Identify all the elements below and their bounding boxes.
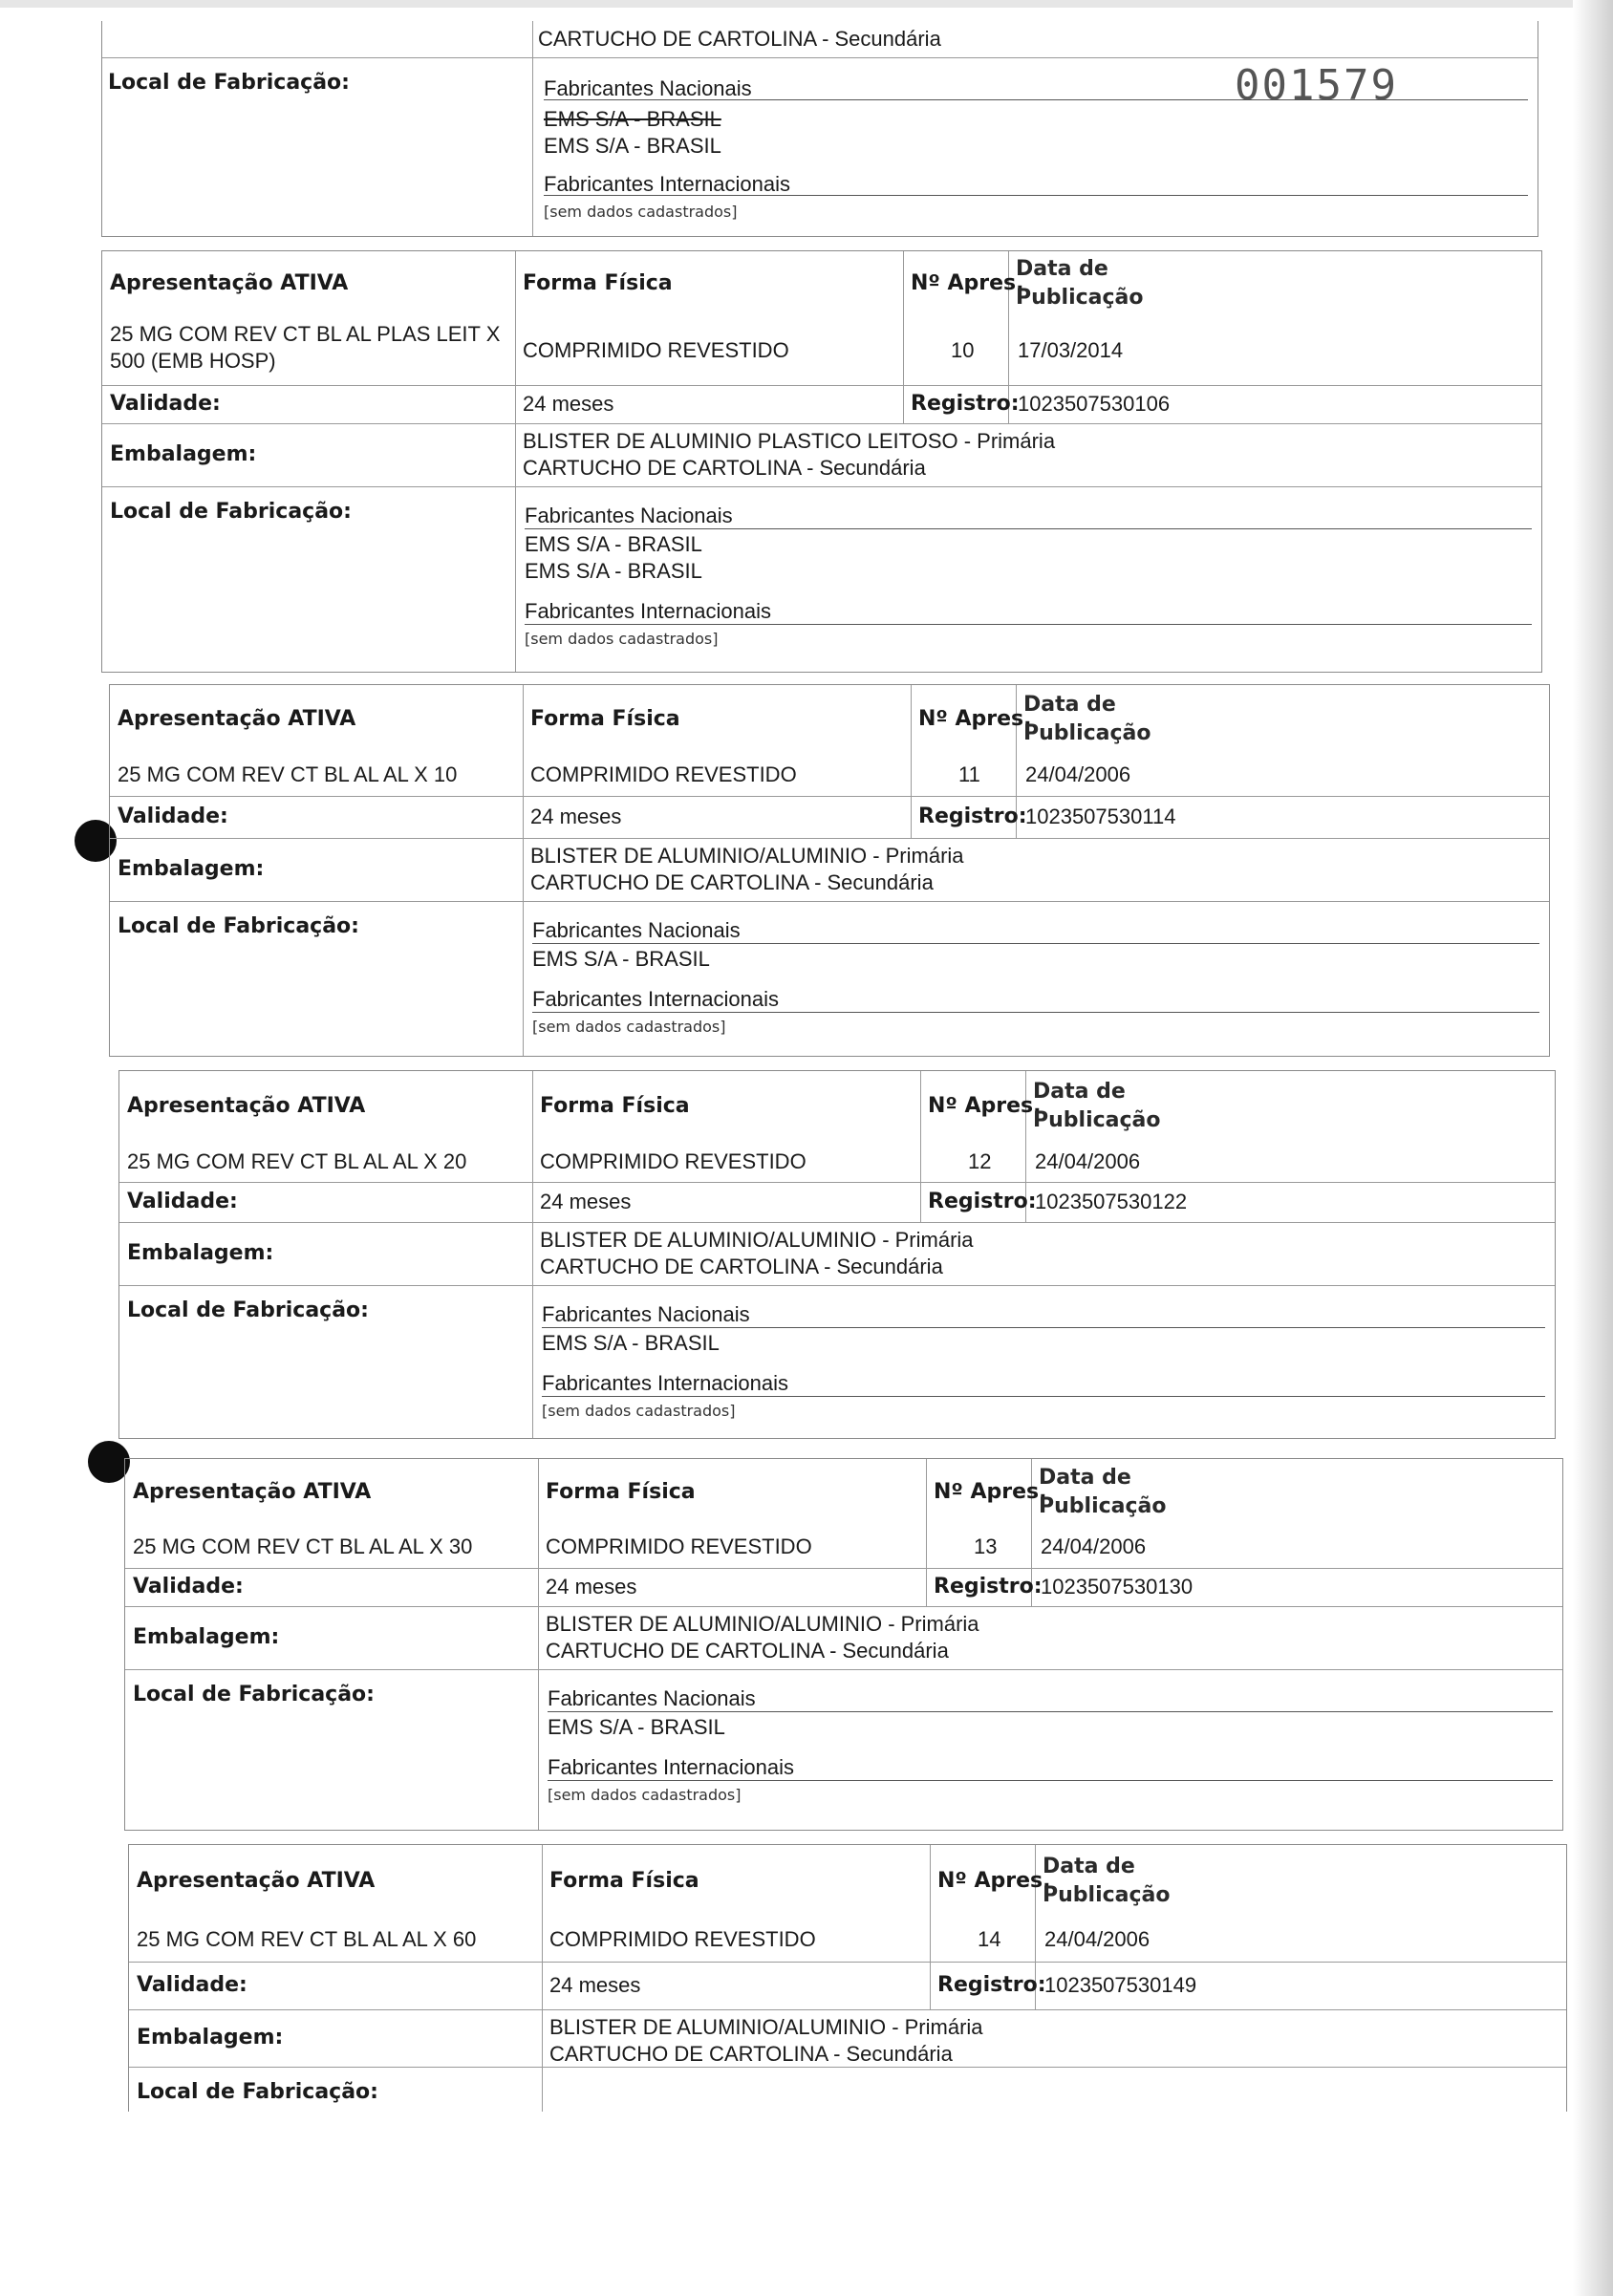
column-divider bbox=[903, 251, 904, 423]
embalagem-label: Embalagem: bbox=[137, 2026, 284, 2049]
n-apres-value: 12 bbox=[968, 1149, 992, 1173]
nacionais-value-2: EMS S/A - BRASIL bbox=[525, 559, 702, 583]
underline bbox=[548, 1711, 1553, 1712]
presentation-block bbox=[109, 684, 1550, 1057]
header-n-apres: Nº Apres. bbox=[911, 271, 1024, 295]
registro-value: 1023507530114 bbox=[1025, 805, 1176, 828]
n-apres-value: 11 bbox=[958, 762, 980, 786]
fabricantes-nacionais-label: Fabricantes Nacionais bbox=[525, 504, 733, 527]
internacionais-value: [sem dados cadastrados] bbox=[542, 1402, 736, 1420]
row-divider bbox=[110, 901, 1549, 902]
fabricantes-internacionais-label: Fabricantes Internacionais bbox=[525, 599, 772, 623]
local-fabricacao-label: Local de Fabricação: bbox=[118, 914, 359, 938]
underline bbox=[542, 1327, 1545, 1328]
n-apres-value: 14 bbox=[978, 1927, 1001, 1951]
forma-fisica-value: COMPRIMIDO REVESTIDO bbox=[540, 1149, 806, 1173]
embalagem-secundaria: CARTUCHO DE CARTOLINA - Secundária bbox=[530, 870, 934, 894]
header-data-de: Data de bbox=[1043, 1855, 1135, 1878]
fabricantes-nacionais-label: Fabricantes Nacionais bbox=[544, 76, 752, 100]
registro-value: 1023507530122 bbox=[1035, 1190, 1188, 1213]
validade-value: 24 meses bbox=[540, 1190, 632, 1213]
nacionais-struck: EMS S/A - BRASIL bbox=[544, 107, 721, 131]
apresentacao-value-2: 500 (EMB HOSP) bbox=[110, 349, 276, 373]
embalagem-primaria: BLISTER DE ALUMINIO/ALUMINIO - Primária bbox=[549, 2015, 983, 2039]
header-publicacao: Publicação bbox=[1023, 721, 1151, 745]
column-divider bbox=[532, 1071, 533, 1438]
row-divider bbox=[119, 1222, 1555, 1223]
column-divider bbox=[515, 251, 516, 672]
fabricantes-internacionais-label: Fabricantes Internacionais bbox=[548, 1755, 795, 1779]
header-forma-fisica: Forma Física bbox=[523, 271, 673, 295]
fabricantes-internacionais-label: Fabricantes Internacionais bbox=[542, 1371, 789, 1395]
header-apresentacao: Apresentação ATIVA bbox=[133, 1480, 372, 1504]
header-publicacao: Publicação bbox=[1016, 286, 1144, 310]
embalagem-secundaria: CARTUCHO DE CARTOLINA - Secundária bbox=[540, 1255, 943, 1278]
data-publicacao-value: 24/04/2006 bbox=[1035, 1149, 1141, 1173]
underline bbox=[542, 1396, 1545, 1397]
embalagem-secundaria: CARTUCHO DE CARTOLINA - Secundária bbox=[549, 2042, 953, 2066]
validade-label: Validade: bbox=[110, 392, 221, 416]
embalagem-label: Embalagem: bbox=[110, 442, 257, 466]
header-publicacao: Publicação bbox=[1033, 1108, 1161, 1132]
row-divider bbox=[129, 1962, 1566, 1963]
row-divider bbox=[102, 423, 1541, 424]
registro-label: Registro: bbox=[937, 1973, 1046, 1997]
data-publicacao-value: 24/04/2006 bbox=[1044, 1927, 1151, 1951]
validade-value: 24 meses bbox=[549, 1973, 641, 1997]
local-fabricacao-label: Local de Fabricação: bbox=[127, 1298, 369, 1322]
column-divider bbox=[926, 1459, 927, 1606]
nacionais-value: EMS S/A - BRASIL bbox=[542, 1331, 720, 1355]
embalagem-label: Embalagem: bbox=[118, 857, 265, 881]
underline bbox=[525, 528, 1532, 529]
row-divider bbox=[102, 486, 1541, 487]
row-divider bbox=[102, 385, 1541, 386]
row-divider bbox=[119, 1182, 1555, 1183]
scan-top-edge bbox=[0, 0, 1613, 8]
header-apresentacao: Apresentação ATIVA bbox=[127, 1094, 366, 1118]
column-divider bbox=[911, 685, 912, 838]
row-divider bbox=[125, 1669, 1562, 1670]
n-apres-value: 13 bbox=[974, 1534, 998, 1558]
embalagem-primaria: BLISTER DE ALUMINIO/ALUMINIO - Primária bbox=[546, 1612, 979, 1636]
column-divider bbox=[920, 1071, 921, 1222]
validade-value: 24 meses bbox=[530, 805, 622, 828]
fabricantes-internacionais-label: Fabricantes Internacionais bbox=[532, 987, 780, 1011]
fabricantes-nacionais-label: Fabricantes Nacionais bbox=[548, 1686, 756, 1710]
validade-label: Validade: bbox=[127, 1190, 238, 1213]
header-publicacao: Publicação bbox=[1043, 1883, 1171, 1907]
header-data-de: Data de bbox=[1016, 257, 1108, 281]
presentation-block bbox=[118, 1070, 1556, 1439]
forma-fisica-value: COMPRIMIDO REVESTIDO bbox=[549, 1927, 816, 1951]
registro-value: 1023507530106 bbox=[1018, 392, 1171, 416]
column-divider bbox=[542, 1845, 543, 2112]
row-divider bbox=[119, 1285, 1555, 1286]
header-data-de: Data de bbox=[1039, 1466, 1131, 1490]
page-number-stamp: 001579 bbox=[1235, 61, 1398, 110]
nacionais-value: EMS S/A - BRASIL bbox=[544, 134, 721, 158]
local-label: Local de Fabricação: bbox=[108, 71, 350, 95]
header-n-apres: Nº Apres. bbox=[934, 1480, 1047, 1504]
column-divider bbox=[538, 1459, 539, 1830]
fabricantes-internacionais-label: Fabricantes Internacionais bbox=[544, 172, 791, 196]
embalagem-primaria: BLISTER DE ALUMINIO/ALUMINIO - Primária bbox=[530, 844, 964, 868]
registro-label: Registro: bbox=[918, 805, 1027, 828]
registro-label: Registro: bbox=[928, 1190, 1037, 1213]
apresentacao-value: 25 MG COM REV CT BL AL AL X 60 bbox=[137, 1927, 477, 1951]
apresentacao-value: 25 MG COM REV CT BL AL PLAS LEIT X bbox=[110, 322, 501, 346]
header-n-apres: Nº Apres. bbox=[918, 707, 1032, 731]
row-divider bbox=[110, 838, 1549, 839]
nacionais-value: EMS S/A - BRASIL bbox=[532, 947, 710, 971]
underline bbox=[548, 1780, 1553, 1781]
embalagem-primaria: BLISTER DE ALUMINIO PLASTICO LEITOSO - Primária bbox=[523, 429, 1056, 453]
header-n-apres: Nº Apres. bbox=[937, 1869, 1051, 1893]
header-apresentacao: Apresentação ATIVA bbox=[110, 271, 349, 295]
top-partial-block bbox=[101, 21, 1538, 237]
embalagem-secundaria: CARTUCHO DE CARTOLINA - Secundária bbox=[523, 456, 926, 480]
data-publicacao-value: 17/03/2014 bbox=[1018, 338, 1124, 362]
fabricantes-nacionais-label: Fabricantes Nacionais bbox=[532, 918, 741, 942]
nacionais-value: EMS S/A - BRASIL bbox=[548, 1715, 725, 1739]
column-divider bbox=[523, 685, 524, 1056]
header-forma-fisica: Forma Física bbox=[530, 707, 680, 731]
nacionais-value: EMS S/A - BRASIL bbox=[525, 532, 702, 556]
validade-label: Validade: bbox=[118, 805, 228, 828]
embalagem-label: Embalagem: bbox=[133, 1625, 280, 1649]
header-n-apres: Nº Apres. bbox=[928, 1094, 1042, 1118]
apresentacao-value: 25 MG COM REV CT BL AL AL X 30 bbox=[133, 1534, 473, 1558]
header-data-de: Data de bbox=[1023, 693, 1116, 717]
forma-fisica-value: COMPRIMIDO REVESTIDO bbox=[546, 1534, 812, 1558]
embalagem-secundaria: CARTUCHO DE CARTOLINA - Secundária bbox=[546, 1639, 949, 1663]
underline bbox=[532, 1012, 1539, 1013]
presentation-block bbox=[124, 1458, 1563, 1831]
header-apresentacao: Apresentação ATIVA bbox=[118, 707, 356, 731]
embalagem-primaria: BLISTER DE ALUMINIO/ALUMINIO - Primária bbox=[540, 1228, 974, 1252]
registro-value: 1023507530130 bbox=[1041, 1575, 1194, 1599]
underline bbox=[532, 943, 1539, 944]
embalagem-tail: CARTUCHO DE CARTOLINA - Secundária bbox=[538, 27, 941, 51]
row-divider bbox=[129, 2009, 1566, 2010]
registro-value: 1023507530149 bbox=[1044, 1973, 1197, 1997]
row-divider bbox=[125, 1568, 1562, 1569]
data-publicacao-value: 24/04/2006 bbox=[1041, 1534, 1147, 1558]
header-forma-fisica: Forma Física bbox=[549, 1869, 699, 1893]
header-forma-fisica: Forma Física bbox=[546, 1480, 696, 1504]
n-apres-value: 10 bbox=[951, 338, 975, 362]
internacionais-value: [sem dados cadastrados] bbox=[532, 1018, 726, 1036]
fabricantes-nacionais-label: Fabricantes Nacionais bbox=[542, 1302, 750, 1326]
data-publicacao-value: 24/04/2006 bbox=[1025, 762, 1131, 786]
header-apresentacao: Apresentação ATIVA bbox=[137, 1869, 376, 1893]
scan-right-edge bbox=[1573, 0, 1613, 2296]
header-data-de: Data de bbox=[1033, 1080, 1126, 1104]
embalagem-label: Embalagem: bbox=[127, 1241, 274, 1265]
apresentacao-value: 25 MG COM REV CT BL AL AL X 20 bbox=[127, 1149, 467, 1173]
row-divider bbox=[110, 796, 1549, 797]
local-fabricacao-label: Local de Fabricação: bbox=[110, 500, 352, 524]
local-fabricacao-label: Local de Fabricação: bbox=[133, 1683, 375, 1706]
header-forma-fisica: Forma Física bbox=[540, 1094, 690, 1118]
header-publicacao: Publicação bbox=[1039, 1494, 1167, 1518]
row-divider bbox=[125, 1606, 1562, 1607]
apresentacao-value: 25 MG COM REV CT BL AL AL X 10 bbox=[118, 762, 458, 786]
forma-fisica-value: COMPRIMIDO REVESTIDO bbox=[530, 762, 797, 786]
presentation-block bbox=[101, 250, 1542, 673]
validade-value: 24 meses bbox=[523, 392, 614, 416]
forma-fisica-value: COMPRIMIDO REVESTIDO bbox=[523, 338, 789, 362]
column-divider bbox=[930, 1845, 931, 2009]
internacionais-value: [sem dados cadastrados] bbox=[544, 203, 738, 221]
registro-label: Registro: bbox=[934, 1575, 1043, 1599]
registro-label: Registro: bbox=[911, 392, 1020, 416]
underline bbox=[525, 624, 1532, 625]
validade-label: Validade: bbox=[137, 1973, 247, 1997]
validade-value: 24 meses bbox=[546, 1575, 637, 1599]
internacionais-value: [sem dados cadastrados] bbox=[548, 1786, 742, 1804]
row-divider bbox=[129, 2067, 1566, 2068]
presentation-block bbox=[128, 1844, 1567, 2112]
validade-label: Validade: bbox=[133, 1575, 244, 1599]
local-fabricacao-label: Local de Fabricação: bbox=[137, 2080, 378, 2104]
internacionais-value: [sem dados cadastrados] bbox=[525, 630, 719, 648]
